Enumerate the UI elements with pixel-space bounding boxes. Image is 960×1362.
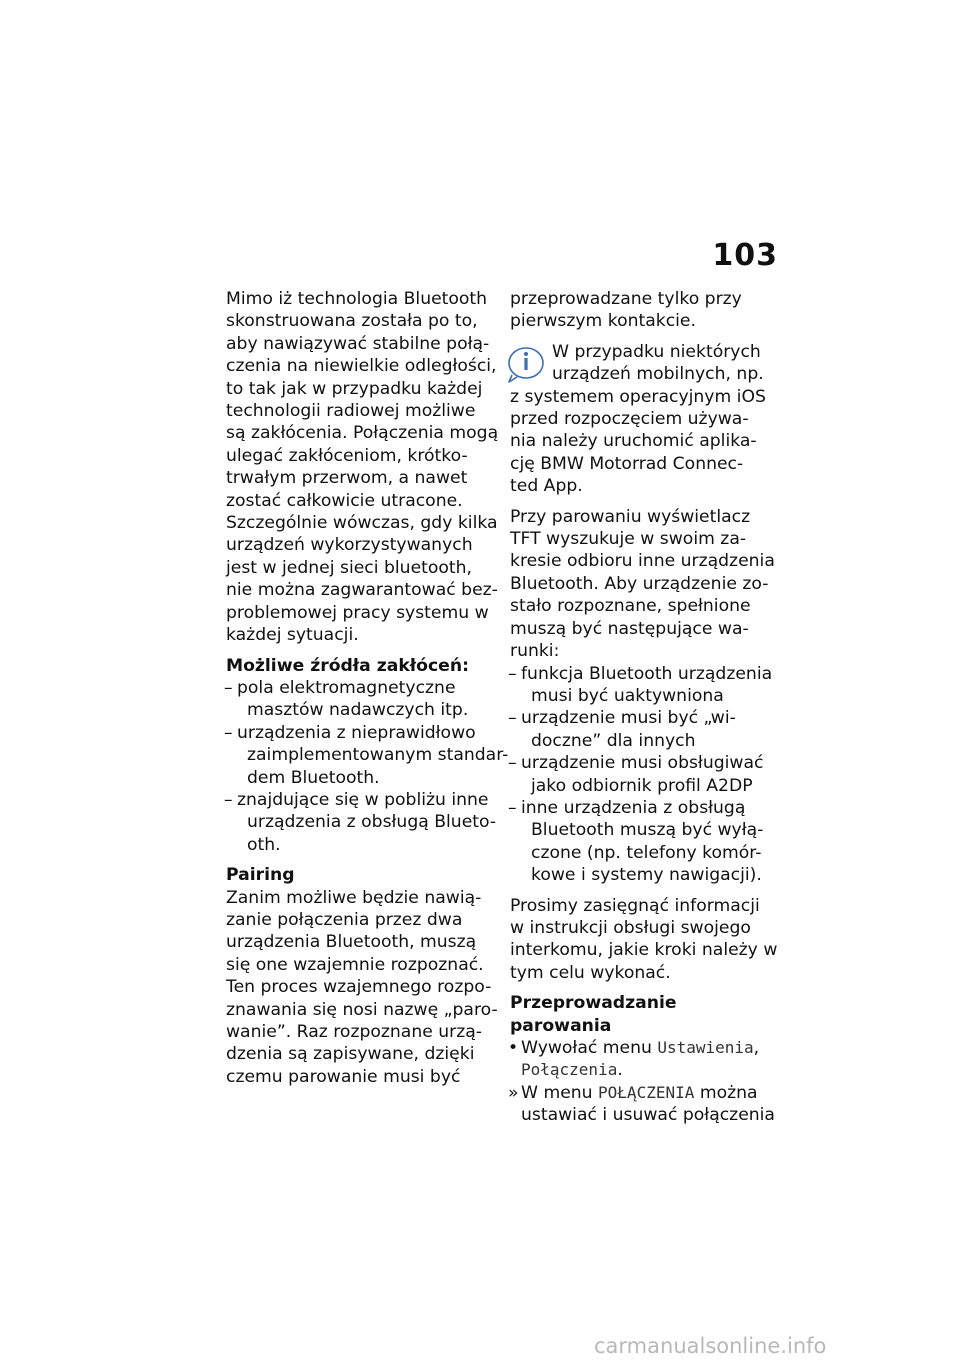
result-marker: »	[508, 1082, 519, 1103]
condition-item	[510, 707, 782, 752]
intro-line: problemowej pracy systemu w	[226, 602, 489, 623]
info-line: cję BMW Motorrad Connec-	[510, 453, 744, 474]
list-item-text: zaimplementowanym standar-	[247, 745, 509, 766]
source-item	[226, 677, 498, 722]
intro-line: są zakłócenia. Połączenia mogą	[226, 423, 499, 444]
list-item-text: masztów nadawczych itp.	[247, 700, 469, 721]
pairing-line: znawania się nosi nazwę „paro-	[226, 999, 498, 1020]
intercom-line: Prosimy zasięgnąć informacji	[510, 895, 760, 916]
intro-line: urządzeń wykorzystywanych	[226, 535, 473, 556]
step-2-text: W menu	[521, 1082, 599, 1103]
intro-line: czenia na niewielkie odległości,	[226, 356, 497, 377]
pairing-line: wanie”. Raz rozpoznane urzą-	[226, 1022, 482, 1042]
list-item-text: kowe i systemy nawigacji).	[531, 865, 762, 886]
pairing-line: Zanim możliwe będzie nawią-	[226, 887, 482, 908]
tft-line: Bluetooth. Aby urządzenie zo-	[510, 573, 769, 594]
condition-item	[510, 752, 782, 797]
step-2-after: można	[694, 1082, 758, 1103]
pairing-line: urządzenia Bluetooth, muszą	[226, 932, 477, 953]
procedure-heading: Przeprowadzanie parowania	[510, 993, 677, 1036]
list-item-text: jako odbiornik profil A2DP	[531, 775, 753, 796]
list-item-text: urządzenia z obsługą Blueto-	[247, 812, 497, 833]
intro-line: technologii radiowej możliwe	[226, 401, 476, 422]
pairing-continuation	[510, 288, 782, 333]
pairing-line: dzenia są zapisywane, dzięki	[226, 1044, 475, 1065]
condition-item	[510, 663, 782, 708]
dash-marker: –	[508, 708, 517, 729]
tft-line: Przy parowaniu wyświetlacz	[510, 506, 751, 527]
intro-line: ulegać zakłóceniom, krótko-	[226, 445, 468, 466]
intercom-line: interkomu, jakie kroki należy w	[510, 940, 778, 961]
pairing-heading: Pairing	[226, 865, 295, 886]
info-text	[510, 341, 782, 498]
source-item	[224, 722, 509, 789]
menu-polaczenia: Połączenia	[521, 1060, 618, 1080]
condition-item	[510, 797, 782, 887]
right-column	[510, 288, 782, 1127]
tft-line: muszą być następujące wa-	[510, 618, 749, 639]
info-line: urządzeń mobilnych, np.	[552, 364, 764, 385]
dash-marker: –	[508, 663, 517, 684]
step-1-end: .	[617, 1060, 623, 1081]
intro-line: aby nawiązywać stabilne połą-	[226, 333, 490, 354]
bullet-marker: •	[508, 1038, 519, 1058]
intro-line: każdej sytuacji.	[226, 625, 359, 646]
intro-line: Mimo iż technologia Bluetooth	[226, 289, 488, 309]
intro-line: Szczególnie wówczas, gdy kilka	[226, 513, 498, 534]
list-item-text: doczne” dla innych	[531, 730, 696, 751]
list-item-text: funkcja Bluetooth urządzenia	[521, 663, 773, 684]
watermark: carmanualsonline.info	[594, 1334, 827, 1358]
menu-polaczenia-caps: POŁĄCZENIA	[598, 1082, 695, 1102]
list-item-text: czone (np. telefony komór-	[531, 842, 762, 863]
left-column	[224, 288, 509, 1096]
list-item-text: znajdujące się w pobliżu inne	[237, 789, 489, 810]
intro-paragraph	[226, 288, 498, 647]
step-2	[510, 1082, 782, 1127]
intro-line: trwałym przerwom, a nawet	[226, 468, 468, 489]
intro-line: nie można zagwarantować bez-	[226, 580, 498, 601]
intro-line: jest w jednej sieci bluetooth,	[226, 557, 473, 578]
pairing-line: zanie połączenia przez dwa	[226, 909, 463, 930]
step-2-line2: ustawiać i usuwać połączenia	[521, 1105, 775, 1126]
page-number: 103	[712, 238, 778, 273]
list-item-text: musi być uaktywniona	[531, 685, 724, 706]
separator: ,	[753, 1038, 760, 1058]
continuation-line: pierwszym kontakcie.	[510, 311, 696, 332]
list-item-text: dem Bluetooth.	[247, 767, 380, 788]
menu-ustawienia: Ustawienia	[657, 1038, 754, 1057]
step-1-text: Wywołać menu	[521, 1038, 658, 1058]
info-line: W przypadku niektórych	[552, 341, 761, 362]
list-item-text: oth.	[247, 834, 281, 855]
intercom-line: tym celu wykonać.	[510, 962, 671, 983]
pairing-paragraph	[226, 887, 498, 1089]
conditions-list	[510, 663, 782, 887]
pairing-line: się one wzajemnie rozpoznać.	[226, 954, 484, 975]
tft-line: TFT wyszukuje w swoim za-	[510, 529, 747, 550]
list-item-text: pola elektromagnetyczne	[237, 677, 456, 698]
tft-paragraph	[510, 506, 782, 663]
list-item-text: urządzenie musi być „wi-	[521, 708, 736, 729]
continuation-line: przeprowadzane tylko przy	[510, 289, 742, 309]
intro-line: skonstruowana została po to,	[226, 311, 478, 332]
intro-line: zostać całkowicie utracone.	[226, 490, 463, 511]
sources-heading: Możliwe źródła zakłóceń:	[226, 655, 469, 676]
intercom-line: w instrukcji obsługi swojego	[510, 917, 751, 938]
dash-marker: –	[224, 789, 233, 810]
info-line: ted App.	[510, 476, 583, 497]
list-item-text: urządzenia z nieprawidłowo	[237, 722, 476, 743]
intercom-paragraph	[510, 895, 782, 985]
dash-marker: –	[224, 722, 233, 743]
info-line: z systemem operacyjnym iOS	[510, 386, 766, 407]
info-icon	[506, 345, 546, 383]
list-item-text: Bluetooth muszą być wyłą-	[531, 820, 764, 841]
tft-line: stało rozpoznane, spełnione	[510, 596, 751, 617]
source-item	[226, 789, 498, 856]
sources-list	[224, 677, 509, 856]
dash-marker: –	[508, 797, 517, 818]
dash-marker: –	[508, 753, 517, 774]
intro-line: to tak jak w przypadku każdej	[226, 378, 483, 399]
info-note	[510, 341, 782, 498]
pairing-line: czemu parowanie musi być	[226, 1066, 461, 1087]
step-1	[510, 1037, 782, 1082]
tft-line: kresie odbioru inne urządzenia	[510, 551, 775, 572]
info-line: przed rozpoczęciem używa-	[510, 409, 749, 430]
dash-marker: –	[224, 677, 233, 698]
list-item-text: urządzenie musi obsługiwać	[521, 753, 764, 774]
info-line: nia należy uruchomić aplika-	[510, 431, 757, 452]
pairing-line: Ten proces wzajemnego rozpo-	[226, 977, 492, 998]
list-item-text: inne urządzenia z obsługą	[521, 797, 746, 818]
tft-line: runki:	[510, 641, 560, 662]
